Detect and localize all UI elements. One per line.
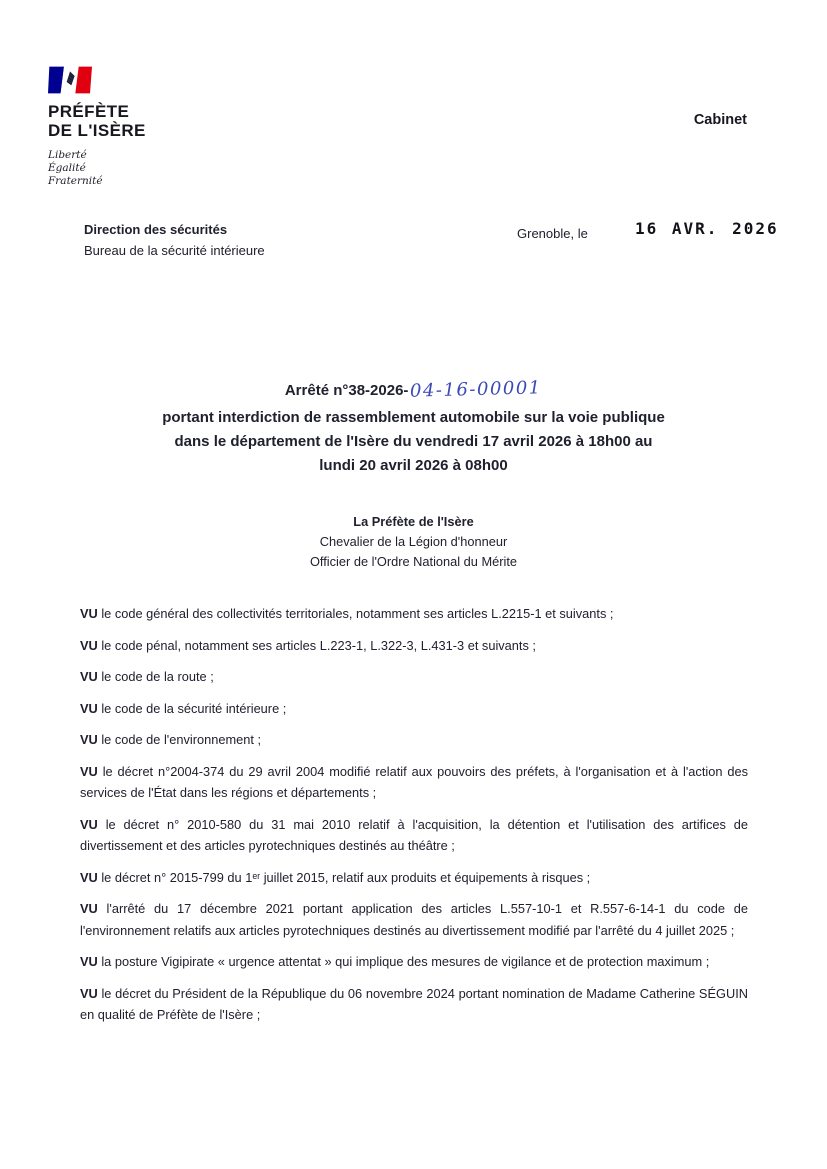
- vu-item: [80, 983, 748, 1026]
- vu-text: le code général des collectivités territoriales, notamment ses articles L.2215-1 et suivants ;: [101, 606, 614, 621]
- vu-prefix: VU: [80, 763, 98, 779]
- vu-text: le code de la route ;: [101, 669, 214, 684]
- issuing-service: [84, 219, 265, 261]
- authority-title: La Préfète de l'Isère: [353, 514, 474, 529]
- vu-text: l'arrêté du 17 décembre 2021 portant application des articles L.557-10-1 et R.557-6-14-1 du code de l'environnement relatifs aux articles pyrotechniques destinés au divertissement modifié par l'arrêté du 4 juillet 2025 ;: [80, 901, 749, 938]
- vu-text: le décret du Président de la République du 06 novembre 2024 portant nomination de Madame Catherine SÉGUIN en qualité de Préfète de l'Isère ;: [80, 985, 748, 1022]
- vu-item: [80, 814, 748, 857]
- prefecture-letterhead: [48, 66, 146, 188]
- vu-item: [80, 729, 748, 751]
- decree-subject-line3: lundi 20 avril 2026 à 08h00: [319, 457, 508, 474]
- vu-prefix: VU: [80, 985, 98, 1001]
- vu-text: la posture Vigipirate « urgence attentat » qui implique des mesures de vigilance et de protection maximum ;: [101, 954, 710, 969]
- vu-prefix: VU: [80, 700, 98, 716]
- motto-liberte: Liberté: [48, 149, 87, 161]
- vu-text: le décret n° 2015-799 du 1ᵉʳ juillet 2015, relatif aux produits et équipements à risques ;: [101, 869, 591, 885]
- motto-egalite: Égalité: [48, 162, 86, 174]
- vu-item: [80, 898, 748, 941]
- authority-honor-2: Officier de l'Ordre National du Mérite: [309, 554, 518, 569]
- decree-title-block: [0, 379, 827, 478]
- vu-prefix: VU: [80, 669, 98, 684]
- recitals-section: [80, 603, 748, 1036]
- vu-prefix: VU: [80, 869, 98, 885]
- vu-item: [80, 666, 748, 688]
- agency-name-line2: DE L'ISÈRE: [48, 121, 146, 140]
- vu-prefix: VU: [80, 816, 98, 832]
- motto-fraternite: Fraternité: [48, 175, 103, 187]
- vu-text: le décret n° 2010-580 du 31 mai 2010 relatif à l'acquisition, la détention et l'utilisation des artifices de divertissement et des articles pyrotechniques destinés au théâtre ;: [80, 816, 748, 853]
- decree-subject-line1: portant interdiction de rassemblement automobile sur la voie publique: [162, 409, 665, 426]
- vu-prefix: VU: [80, 954, 98, 969]
- vu-prefix: VU: [80, 732, 98, 747]
- vu-text: le code de l'environnement ;: [101, 732, 262, 747]
- republic-motto: [48, 149, 146, 188]
- date-stamp: 16 AVR. 2026: [635, 219, 779, 238]
- decree-number-prefix: Arrêté n°38-2026-: [284, 382, 409, 399]
- cabinet-label: Cabinet: [693, 112, 747, 128]
- vu-text: le décret n°2004-374 du 29 avril 2004 modifié relatif aux pouvoirs des préfets, à l'organisation et à l'action des services de l'État dans les régions et départements ;: [80, 763, 748, 800]
- vu-prefix: VU: [80, 637, 98, 653]
- vu-item: [80, 603, 748, 625]
- service-direction: Direction des sécurités: [84, 222, 228, 237]
- vu-text: le code pénal, notamment ses articles L.223-1, L.322-3, L.431-3 et suivants ;: [101, 637, 536, 653]
- decree-subject: [94, 406, 734, 478]
- vu-item: [80, 761, 748, 804]
- agency-name-line1: PRÉFÈTE: [48, 102, 130, 121]
- authority-honor-1: Chevalier de la Légion d'honneur: [319, 534, 508, 549]
- decree-number: [0, 379, 827, 400]
- decree-number-handwritten: 04-16-00001: [410, 377, 543, 402]
- vu-prefix: VU: [80, 606, 98, 621]
- vu-item: [80, 867, 748, 889]
- agency-name: [48, 102, 146, 140]
- french-flag-icon: [48, 66, 92, 94]
- place-date-label: Grenoble, le: [517, 226, 588, 241]
- vu-item: [80, 635, 748, 657]
- vu-item: [80, 698, 748, 720]
- vu-prefix: VU: [80, 901, 98, 916]
- vu-item: [80, 951, 748, 973]
- service-bureau: Bureau de la sécurité intérieure: [84, 243, 265, 258]
- vu-text: le code de la sécurité intérieure ;: [101, 700, 287, 716]
- signing-authority: [0, 512, 827, 572]
- decree-subject-line2: dans le département de l'Isère du vendredi 17 avril 2026 à 18h00 au: [174, 433, 653, 450]
